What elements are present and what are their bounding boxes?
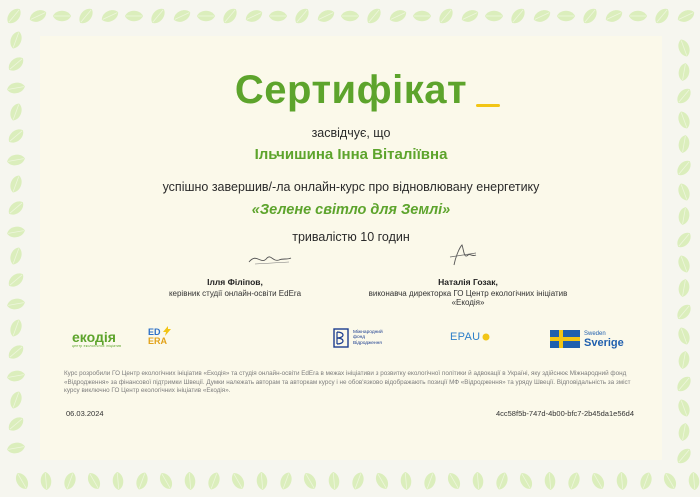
certifies-text: засвідчує, що [311,126,391,140]
ecodia-logo-subtext: центр екологічних ініціатив [72,344,122,348]
epau-logo-text: ЕРАU [450,331,481,343]
leaf-decoration [494,471,510,492]
certificate-id: 4cc58f5b-747d-4b00-bfc7-2b45da1e56d4 [495,409,634,418]
leaf-decoration [328,472,340,491]
leaf-decoration [544,472,556,491]
leaf-decoration [445,471,463,492]
leaf-decoration [6,153,26,166]
leaf-decoration [580,6,600,27]
irf-emblem-icon [333,328,349,348]
signatory-name: Ілля Філіпов, [207,277,263,287]
leaf-decoration [244,7,265,24]
leaf-decoration [8,174,24,195]
leaf-decoration [676,182,692,203]
leaf-decoration [604,7,625,24]
disclaimer-text: Курс розробили ГО Центр екологічних ініціатив «Екодія» та студія онлайн-освіти EdEra в межах ініціативи з розвитку екологічної політики й адвокації в Україні, яку здійснює Міжнародний фонд «Відродження» за фінансової підтримки Швеції. Думки належать авторам та авторкам курсу і не обов'язково відображають позиції МФ «Відродження» та уряду Швеції. Відповідальність за зміст курсу виключно ГО Центр екологічних ініціатив «Екодія». [64,370,631,394]
lightning-icon [162,326,172,336]
leaf-decoration [677,422,690,442]
leaf-decoration [373,471,391,492]
leaf-decoration [13,471,31,492]
leaf-decoration [316,7,337,24]
irf-line1: Міжнародний [353,329,383,335]
leaf-decoration [517,471,535,492]
sun-icon [481,332,491,342]
leaf-decoration [472,472,484,491]
leaf-decoration [112,472,124,491]
edera-logo [148,328,167,346]
irf-line3: Відродження [353,340,382,346]
leaf-decoration [676,7,697,24]
leaf-decoration [677,62,690,82]
leaf-decoration [388,7,409,24]
leaf-decoration [400,472,412,491]
leaf-decoration [6,54,27,74]
leaf-decoration [28,7,49,24]
leaf-decoration [677,206,690,226]
certificate-card [40,36,662,460]
leaf-decoration [125,11,143,22]
duration-text: тривалістю 10 годин [292,230,410,244]
partner-logos [40,328,662,358]
leaf-decoration [676,398,692,419]
certificate-title: Сертифікат [234,68,468,112]
leaf-decoration [413,11,431,22]
leaf-decoration [53,11,71,22]
leaf-decoration [674,374,694,395]
course-title: «Зелене світло для Землі» [251,202,451,218]
signatory-position: виконавча директорка ГО Центр екологічних ініціатив «Екодія» [368,289,568,307]
leaf-decoration [638,471,654,492]
leaf-decoration [6,369,26,382]
leaf-decoration [8,102,24,123]
leaf-decoration [6,198,27,218]
leaf-decoration [8,246,24,267]
sverige-text: Sverige [584,337,624,349]
leaf-decoration [460,7,481,24]
leaf-decoration [688,472,700,491]
leaf-decoration [278,471,294,492]
leaf-decoration [674,230,694,251]
leaf-decoration [197,11,215,22]
leaf-decoration [76,6,96,27]
leaf-decoration [148,6,168,27]
leaf-decoration [6,297,26,310]
leaf-decoration [674,446,694,467]
leaf-decoration [422,471,438,492]
signature-gozak [442,241,482,269]
irf-logo [333,328,383,348]
leaf-decoration [566,471,582,492]
leaf-decoration [676,110,692,131]
irf-line2: фонд [353,335,366,341]
leaf-decoration [674,158,694,179]
leaf-decoration [8,30,24,51]
leaf-decoration [256,472,268,491]
leaf-decoration [436,6,456,27]
signatory-gozak [363,277,573,307]
sweden-sverige-logo [550,330,624,348]
leaf-decoration [6,225,26,238]
leaf-decoration [85,471,103,492]
leaf-decoration [6,441,26,454]
leaf-decoration [172,7,193,24]
leaf-decoration [6,342,27,362]
leaf-decoration [364,6,384,27]
leaf-decoration [350,471,366,492]
leaf-decoration [62,471,78,492]
signatory-name: Наталія Гозак, [438,277,498,287]
leaf-decoration [532,7,553,24]
leaf-decoration [269,11,287,22]
ecodia-logo-text: екодія [72,329,116,345]
leaf-decoration [220,6,240,27]
leaf-decoration [661,471,679,492]
sweden-small-text: Sweden [584,331,606,337]
leaf-decoration [677,134,690,154]
signatory-position: керівник студії онлайн-освіти EdEra [168,289,302,298]
leaf-decoration [508,6,528,27]
leaf-decoration [485,11,503,22]
leaf-decoration [301,471,319,492]
leaf-decoration [6,81,26,94]
leaf-decoration [677,350,690,370]
leaf-decoration [206,471,222,492]
signature-filipov [245,248,295,270]
leaf-decoration [100,7,121,24]
title-accent-line [476,104,500,107]
leaf-decoration [184,472,196,491]
epau-logo [450,331,491,343]
leaf-decoration [40,472,52,491]
leaf-decoration [676,326,692,347]
recipient-name: Ільчишина Інна Віталіївна [254,146,448,163]
leaf-decoration [8,390,24,411]
edera-logo-bottom: ERA [148,336,168,346]
leaf-decoration [674,302,694,323]
leaf-decoration [157,471,175,492]
leaf-decoration [134,471,150,492]
issue-date: 06.03.2024 [66,409,104,418]
leaf-decoration [677,278,690,298]
swedish-flag-icon [550,330,580,348]
leaf-decoration [589,471,607,492]
leaf-decoration [229,471,247,492]
leaf-decoration [4,6,24,27]
completion-text: успішно завершив/-ла онлайн-курс про відновлювану енергетику [162,180,540,194]
leaf-decoration [8,318,24,339]
leaf-decoration [6,414,27,434]
leaf-decoration [341,11,359,22]
leaf-decoration [629,11,647,22]
leaf-decoration [676,38,692,59]
leaf-decoration [557,11,575,22]
ecodia-logo [72,330,121,348]
leaf-decoration [292,6,312,27]
leaf-decoration [652,6,672,27]
leaf-decoration [676,254,692,275]
leaf-decoration [6,126,27,146]
edera-logo-top: ED [148,327,161,337]
leaf-decoration [674,86,694,107]
signatory-filipov [120,277,350,298]
leaf-decoration [6,270,27,290]
leaf-decoration [616,472,628,491]
